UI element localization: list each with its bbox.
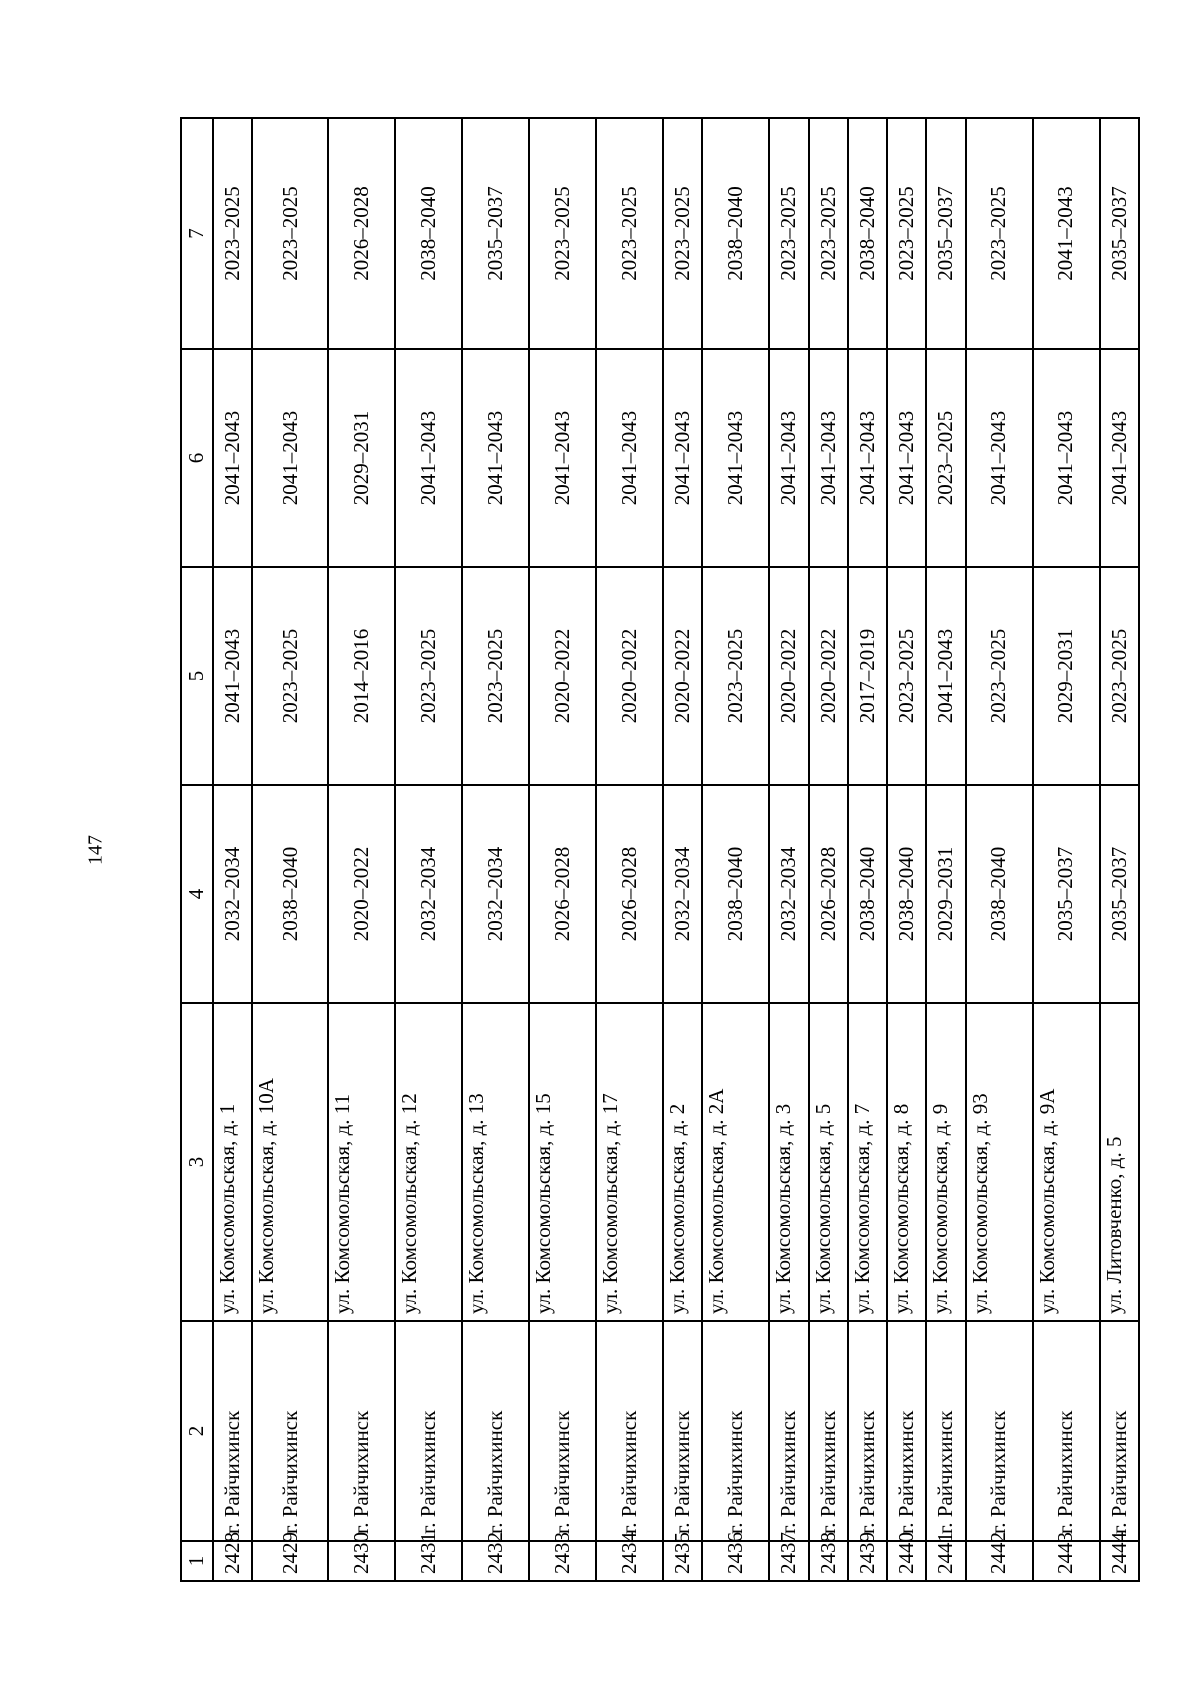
table-row [1033, 118, 1100, 1581]
cell-col6: 2041–2043 [1100, 349, 1139, 567]
cell-city: г. Райчихинск [702, 1321, 769, 1541]
cell-number: 2430 [328, 1541, 395, 1581]
cell-col6: 2041–2043 [663, 349, 702, 567]
cell-address: ул. Комсомольская, д. 2 [663, 1003, 702, 1321]
cell-number: 2432 [462, 1541, 529, 1581]
cell-col7: 2026–2028 [328, 118, 395, 349]
cell-col4: 2026–2028 [596, 785, 663, 1003]
cell-col7: 2041–2043 [1033, 118, 1100, 349]
cell-col6: 2041–2043 [395, 349, 462, 567]
cell-number: 2436 [702, 1541, 769, 1581]
cell-address: ул. Литовченко, д. 5 [1100, 1003, 1139, 1321]
cell-col7: 2038–2040 [848, 118, 887, 349]
cell-col6: 2041–2043 [966, 349, 1033, 567]
cell-number: 2440 [887, 1541, 926, 1581]
cell-col4: 2029–2031 [926, 785, 965, 1003]
cell-col4: 2038–2040 [252, 785, 328, 1003]
cell-address: ул. Комсомольская, д. 7 [848, 1003, 887, 1321]
cell-col5: 2029–2031 [1033, 567, 1100, 785]
cell-city: г. Райчихинск [462, 1321, 529, 1541]
table-row [596, 118, 663, 1581]
cell-col6: 2041–2043 [809, 349, 848, 567]
cell-col6: 2041–2043 [1033, 349, 1100, 567]
cell-number: 2444 [1100, 1541, 1139, 1581]
cell-number: 2442 [966, 1541, 1033, 1581]
cell-address: ул. Комсомольская, д. 9А [1033, 1003, 1100, 1321]
cell-col6: 2041–2043 [887, 349, 926, 567]
cell-col7: 2023–2025 [663, 118, 702, 349]
cell-address: ул. Комсомольская, д. 3 [769, 1003, 808, 1321]
table-row [252, 118, 328, 1581]
cell-col5: 2020–2022 [596, 567, 663, 785]
cell-col6: 2041–2043 [462, 349, 529, 567]
cell-col4: 2032–2034 [395, 785, 462, 1003]
cell-col4: 2032–2034 [663, 785, 702, 1003]
cell-col4: 2026–2028 [529, 785, 596, 1003]
col-header-1: 1 [181, 1541, 213, 1581]
cell-city: г. Райчихинск [1100, 1321, 1139, 1541]
cell-number: 2431 [395, 1541, 462, 1581]
cell-city: г. Райчихинск [769, 1321, 808, 1541]
cell-col4: 2032–2034 [213, 785, 252, 1003]
cell-city: г. Райчихинск [848, 1321, 887, 1541]
table-row [966, 118, 1033, 1581]
col-header-6: 6 [181, 349, 213, 567]
cell-col6: 2023–2025 [926, 349, 965, 567]
cell-col7: 2035–2037 [462, 118, 529, 349]
cell-col5: 2023–2025 [966, 567, 1033, 785]
cell-col5: 2014–2016 [328, 567, 395, 785]
cell-col4: 2035–2037 [1100, 785, 1139, 1003]
cell-address: ул. Комсомольская, д. 15 [529, 1003, 596, 1321]
cell-col4: 2038–2040 [887, 785, 926, 1003]
cell-address: ул. Комсомольская, д. 93 [966, 1003, 1033, 1321]
cell-address: ул. Комсомольская, д. 1 [213, 1003, 252, 1321]
cell-col4: 2035–2037 [1033, 785, 1100, 1003]
cell-col4: 2020–2022 [328, 785, 395, 1003]
cell-col7: 2023–2025 [966, 118, 1033, 349]
cell-city: г. Райчихинск [887, 1321, 926, 1541]
cell-col6: 2041–2043 [702, 349, 769, 567]
cell-col5: 2020–2022 [769, 567, 808, 785]
table-row [462, 118, 529, 1581]
cell-address: ул. Комсомольская, д. 17 [596, 1003, 663, 1321]
cell-col5: 2023–2025 [462, 567, 529, 785]
cell-city: г. Райчихинск [395, 1321, 462, 1541]
cell-number: 2434 [596, 1541, 663, 1581]
cell-col7: 2035–2037 [1100, 118, 1139, 349]
cell-col4: 2026–2028 [809, 785, 848, 1003]
table-row [769, 118, 808, 1581]
cell-number: 2438 [809, 1541, 848, 1581]
cell-col5: 2023–2025 [702, 567, 769, 785]
cell-number: 2437 [769, 1541, 808, 1581]
cell-number: 2429 [252, 1541, 328, 1581]
cell-address: ул. Комсомольская, д. 8 [887, 1003, 926, 1321]
cell-city: г. Райчихинск [809, 1321, 848, 1541]
cell-col5: 2020–2022 [529, 567, 596, 785]
cell-col7: 2038–2040 [395, 118, 462, 349]
cell-city: г. Райчихинск [1033, 1321, 1100, 1541]
cell-col5: 2023–2025 [1100, 567, 1139, 785]
cell-address: ул. Комсомольская, д. 2А [702, 1003, 769, 1321]
table-row [702, 118, 769, 1581]
cell-number: 2428 [213, 1541, 252, 1581]
cell-col6: 2041–2043 [213, 349, 252, 567]
cell-city: г. Райчихинск [926, 1321, 965, 1541]
table-row [1100, 118, 1139, 1581]
schedule-table [180, 117, 1140, 1582]
cell-col7: 2023–2025 [252, 118, 328, 349]
cell-col6: 2041–2043 [529, 349, 596, 567]
table-row [663, 118, 702, 1581]
cell-address: ул. Комсомольская, д. 9 [926, 1003, 965, 1321]
cell-city: г. Райчихинск [213, 1321, 252, 1541]
cell-col4: 2038–2040 [848, 785, 887, 1003]
cell-address: ул. Комсомольская, д. 10А [252, 1003, 328, 1321]
cell-number: 2439 [848, 1541, 887, 1581]
cell-col5: 2041–2043 [926, 567, 965, 785]
table-row [887, 118, 926, 1581]
cell-col7: 2038–2040 [702, 118, 769, 349]
cell-city: г. Райчихинск [252, 1321, 328, 1541]
cell-col7: 2023–2025 [887, 118, 926, 349]
cell-col4: 2032–2034 [769, 785, 808, 1003]
cell-city: г. Райчихинск [966, 1321, 1033, 1541]
table-row [809, 118, 848, 1581]
cell-col7: 2023–2025 [769, 118, 808, 349]
cell-number: 2433 [529, 1541, 596, 1581]
cell-number: 2443 [1033, 1541, 1100, 1581]
table-row [213, 118, 252, 1581]
cell-col5: 2023–2025 [395, 567, 462, 785]
table-row [529, 118, 596, 1581]
table-row [848, 118, 887, 1581]
cell-col5: 2017–2019 [848, 567, 887, 785]
cell-col5: 2020–2022 [663, 567, 702, 785]
cell-address: ул. Комсомольская, д. 13 [462, 1003, 529, 1321]
cell-col6: 2041–2043 [596, 349, 663, 567]
cell-col5: 2020–2022 [809, 567, 848, 785]
cell-address: ул. Комсомольская, д. 5 [809, 1003, 848, 1321]
table-row [926, 118, 965, 1581]
cell-col6: 2041–2043 [848, 349, 887, 567]
cell-address: ул. Комсомольская, д. 12 [395, 1003, 462, 1321]
rotated-table-container [180, 119, 1140, 1582]
cell-col4: 2038–2040 [966, 785, 1033, 1003]
cell-col7: 2023–2025 [213, 118, 252, 349]
cell-col6: 2041–2043 [769, 349, 808, 567]
cell-col7: 2023–2025 [529, 118, 596, 349]
cell-col5: 2023–2025 [252, 567, 328, 785]
col-header-7: 7 [181, 118, 213, 349]
cell-city: г. Райчихинск [529, 1321, 596, 1541]
cell-city: г. Райчихинск [328, 1321, 395, 1541]
cell-number: 2441 [926, 1541, 965, 1581]
cell-col4: 2032–2034 [462, 785, 529, 1003]
cell-col7: 2023–2025 [809, 118, 848, 349]
col-header-2: 2 [181, 1321, 213, 1541]
cell-city: г. Райчихинск [663, 1321, 702, 1541]
cell-col5: 2023–2025 [887, 567, 926, 785]
cell-col6: 2041–2043 [252, 349, 328, 567]
page-number: 147 [84, 835, 107, 865]
cell-address: ул. Комсомольская, д. 11 [328, 1003, 395, 1321]
header-row [181, 118, 213, 1581]
cell-city: г. Райчихинск [596, 1321, 663, 1541]
cell-col4: 2038–2040 [702, 785, 769, 1003]
col-header-4: 4 [181, 785, 213, 1003]
col-header-5: 5 [181, 567, 213, 785]
cell-col7: 2023–2025 [596, 118, 663, 349]
table-row [395, 118, 462, 1581]
cell-col5: 2041–2043 [213, 567, 252, 785]
cell-number: 2435 [663, 1541, 702, 1581]
cell-col6: 2029–2031 [328, 349, 395, 567]
cell-col7: 2035–2037 [926, 118, 965, 349]
table-row [328, 118, 395, 1581]
col-header-3: 3 [181, 1003, 213, 1321]
